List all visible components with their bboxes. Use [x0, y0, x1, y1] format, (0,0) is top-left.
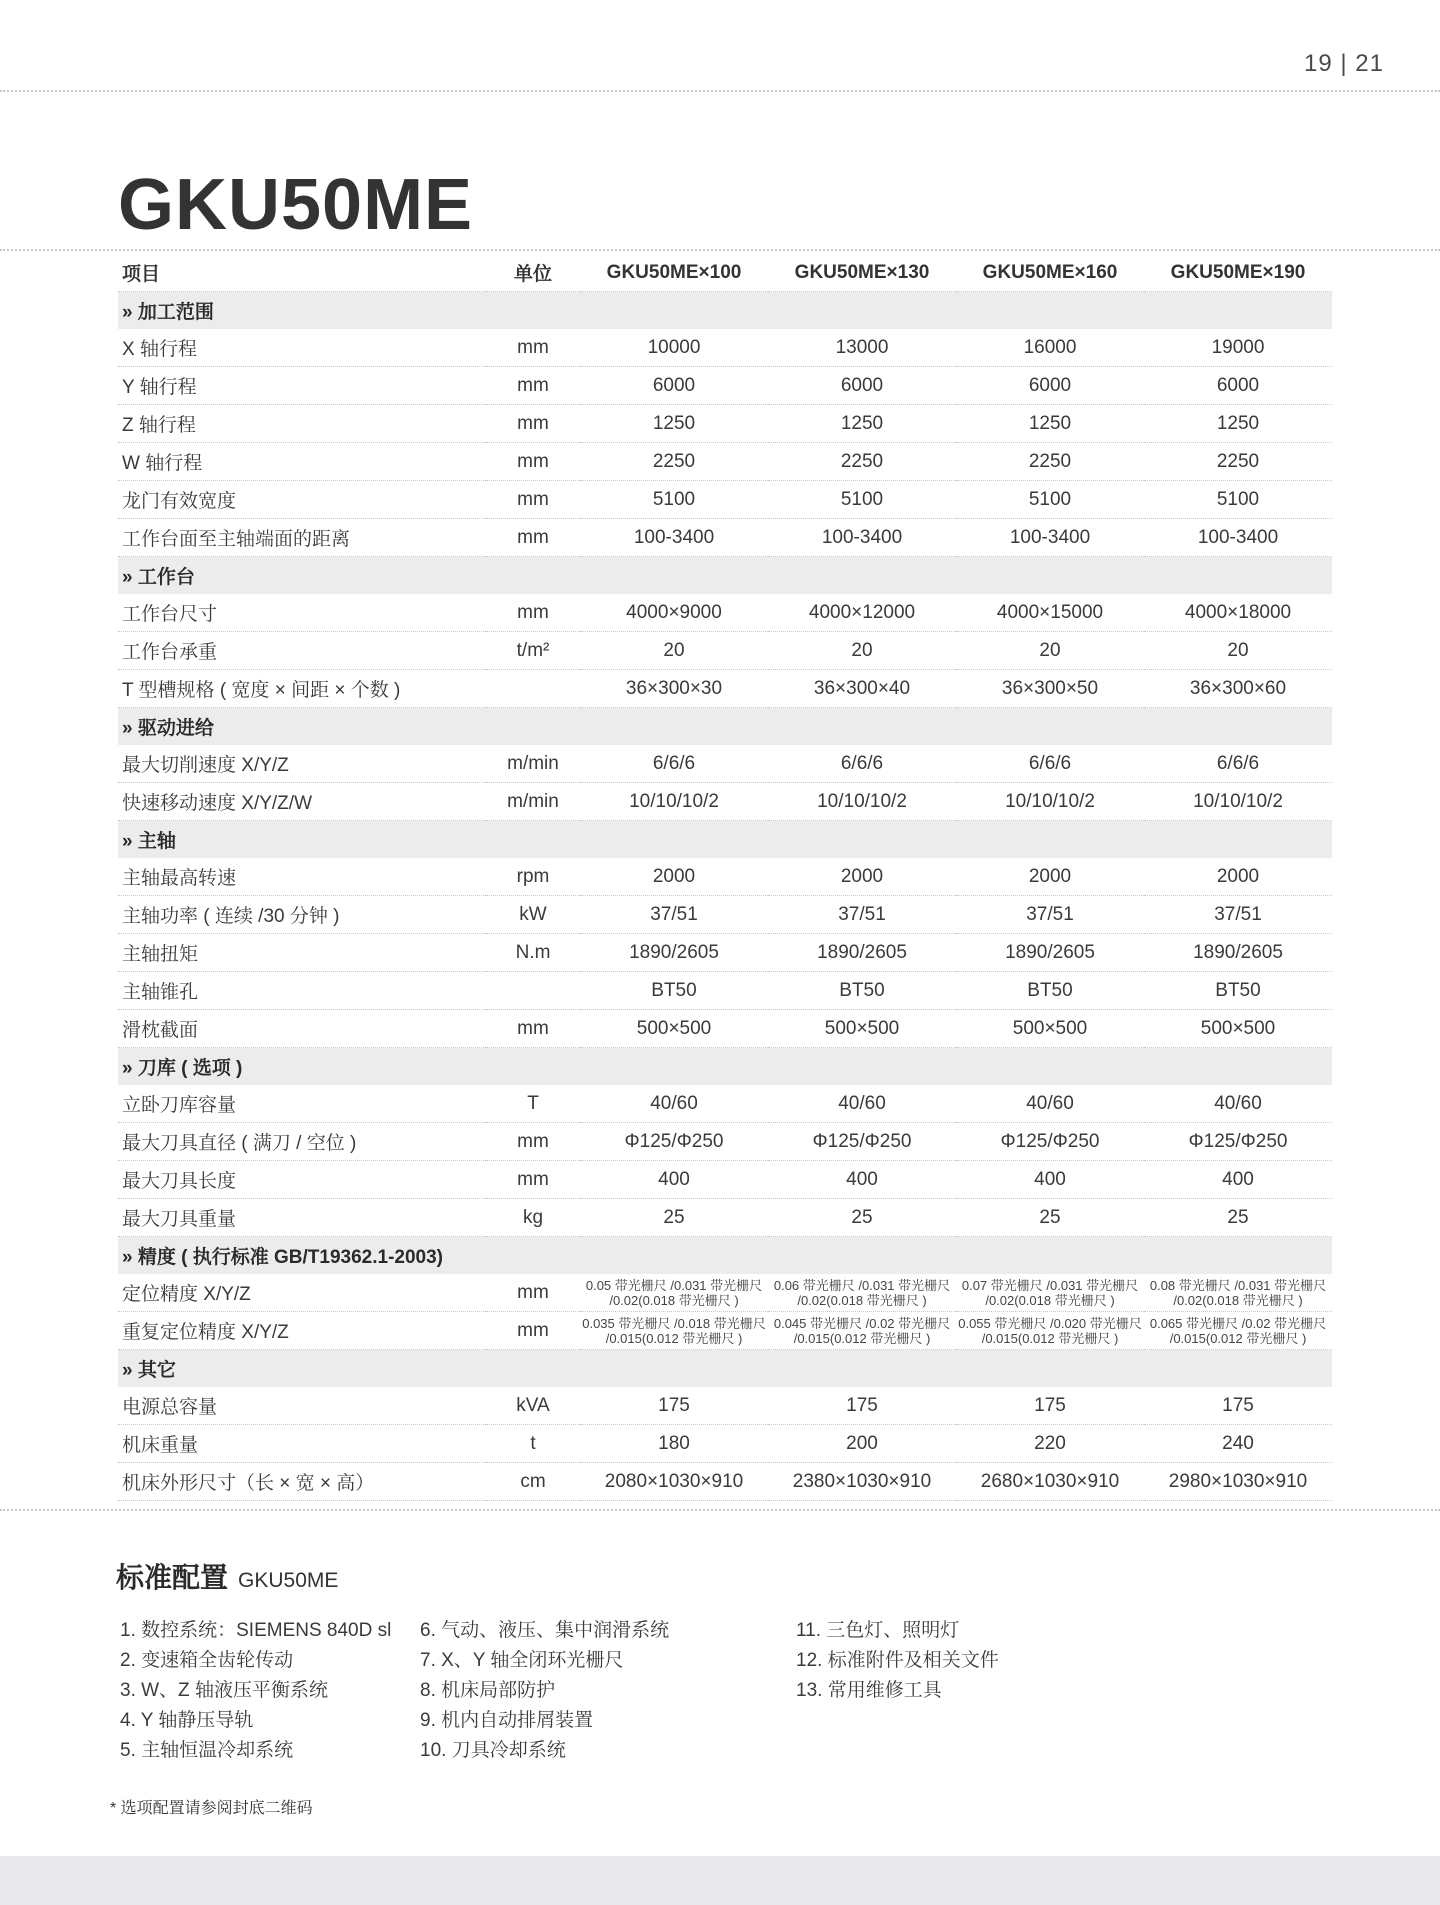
table-row: [118, 783, 1332, 821]
row-value: 6/6/6: [956, 745, 1144, 783]
section-row: [118, 557, 1332, 595]
row-unit: T: [486, 1085, 580, 1123]
row-value: 175: [956, 1387, 1144, 1425]
row-value: 500×500: [956, 1010, 1144, 1048]
row-value: 0.045 带光栅尺 /0.02 带光栅尺 /0.015(0.012 带光栅尺 ): [768, 1312, 956, 1350]
row-value: 36×300×30: [580, 670, 768, 708]
row-value: 6/6/6: [768, 745, 956, 783]
config-list-col-1: [120, 1616, 391, 1766]
row-value: Φ125/Φ250: [1144, 1123, 1332, 1161]
row-value: 100-3400: [1144, 519, 1332, 557]
row-value: 10/10/10/2: [1144, 783, 1332, 821]
table-row: [118, 896, 1332, 934]
row-value: 40/60: [768, 1085, 956, 1123]
row-label: 定位精度 X/Y/Z: [118, 1274, 486, 1312]
row-value: 6000: [1144, 367, 1332, 405]
table-row: [118, 745, 1332, 783]
row-value: 2250: [768, 443, 956, 481]
footnote: * 选项配置请参阅封底二维码: [110, 1800, 313, 1817]
row-unit: mm: [486, 519, 580, 557]
row-label: 最大刀具重量: [118, 1199, 486, 1237]
row-label: 主轴功率 ( 连续 /30 分钟 ): [118, 896, 486, 934]
table-row: [118, 1085, 1332, 1123]
config-list-col-3: [796, 1616, 999, 1706]
table-row: [118, 858, 1332, 896]
section-title: » 刀库 ( 选项 ): [118, 1048, 1332, 1086]
row-value: BT50: [768, 972, 956, 1010]
section-row: [118, 821, 1332, 859]
standard-config-model: GKU50ME: [238, 1569, 339, 1592]
row-label: 工作台面至主轴端面的距离: [118, 519, 486, 557]
row-value: 2250: [1144, 443, 1332, 481]
row-value: 37/51: [1144, 896, 1332, 934]
row-value: 0.07 带光栅尺 /0.031 带光栅尺 /0.02(0.018 带光栅尺 ): [956, 1274, 1144, 1312]
row-value: 20: [768, 632, 956, 670]
config-item: 2. 变速箱全齿轮传动: [120, 1650, 294, 1671]
row-value: 20: [1144, 632, 1332, 670]
row-value: 10/10/10/2: [580, 783, 768, 821]
row-value: 1890/2605: [1144, 934, 1332, 972]
section-title: » 其它: [118, 1350, 1332, 1388]
row-value: 2000: [580, 858, 768, 896]
row-value: 1250: [956, 405, 1144, 443]
row-unit: [486, 972, 580, 1010]
row-value: 36×300×60: [1144, 670, 1332, 708]
table-row: [118, 405, 1332, 443]
row-value: 2380×1030×910: [768, 1463, 956, 1501]
section-row: [118, 708, 1332, 746]
config-item: 13. 常用维修工具: [796, 1680, 942, 1701]
section-title: » 主轴: [118, 821, 1332, 859]
section-title: » 工作台: [118, 557, 1332, 595]
row-value: 0.035 带光栅尺 /0.018 带光栅尺 /0.015(0.012 带光栅尺 ): [580, 1312, 768, 1350]
row-value: 4000×15000: [956, 594, 1144, 632]
header-model: GKU50ME×100: [580, 254, 768, 292]
row-value: 36×300×40: [768, 670, 956, 708]
table-body: [118, 292, 1332, 1501]
config-item: 8. 机床局部防护: [420, 1680, 556, 1701]
row-value: 400: [580, 1161, 768, 1199]
table-row: [118, 329, 1332, 367]
row-label: X 轴行程: [118, 329, 486, 367]
table-row: [118, 1274, 1332, 1312]
row-label: 滑枕截面: [118, 1010, 486, 1048]
row-value: 5100: [1144, 481, 1332, 519]
row-label: W 轴行程: [118, 443, 486, 481]
config-item: 3. W、Z 轴液压平衡系统: [120, 1680, 328, 1701]
table-header-row: [118, 254, 1332, 292]
row-value: 2000: [768, 858, 956, 896]
row-value: 25: [956, 1199, 1144, 1237]
config-item: 4. Y 轴静压导轨: [120, 1710, 254, 1731]
row-value: 2080×1030×910: [580, 1463, 768, 1501]
row-unit: mm: [486, 1312, 580, 1350]
row-value: 5100: [580, 481, 768, 519]
section-title: » 加工范围: [118, 292, 1332, 330]
row-value: 400: [956, 1161, 1144, 1199]
row-value: 40/60: [956, 1085, 1144, 1123]
row-value: 25: [768, 1199, 956, 1237]
row-value: 1250: [768, 405, 956, 443]
config-item: 10. 刀具冷却系统: [420, 1740, 566, 1761]
row-value: 2980×1030×910: [1144, 1463, 1332, 1501]
table-row: [118, 1312, 1332, 1350]
row-value: BT50: [1144, 972, 1332, 1010]
row-value: BT50: [956, 972, 1144, 1010]
config-item: 5. 主轴恒温冷却系统: [120, 1740, 294, 1761]
row-label: 主轴锥孔: [118, 972, 486, 1010]
row-value: 1250: [580, 405, 768, 443]
row-value: 6000: [768, 367, 956, 405]
row-value: 40/60: [1144, 1085, 1332, 1123]
row-unit: mm: [486, 367, 580, 405]
row-value: 1890/2605: [768, 934, 956, 972]
row-label: 立卧刀库容量: [118, 1085, 486, 1123]
row-unit: mm: [486, 1274, 580, 1312]
table-row: [118, 367, 1332, 405]
bottom-band: [0, 1856, 1440, 1905]
row-value: 37/51: [956, 896, 1144, 934]
row-unit: mm: [486, 405, 580, 443]
row-label: 主轴最高转速: [118, 858, 486, 896]
row-value: Φ125/Φ250: [580, 1123, 768, 1161]
row-value: 175: [1144, 1387, 1332, 1425]
header-model: GKU50ME×160: [956, 254, 1144, 292]
top-divider: [0, 90, 1440, 92]
row-value: 4000×12000: [768, 594, 956, 632]
row-value: 37/51: [768, 896, 956, 934]
table-row: [118, 1425, 1332, 1463]
row-value: 10/10/10/2: [956, 783, 1144, 821]
row-unit: mm: [486, 1161, 580, 1199]
table-row: [118, 632, 1332, 670]
row-value: 100-3400: [768, 519, 956, 557]
header-unit: 单位: [486, 254, 580, 292]
row-label: 最大刀具长度: [118, 1161, 486, 1199]
section-row: [118, 1350, 1332, 1388]
config-item: 7. X、Y 轴全闭环光栅尺: [420, 1650, 624, 1671]
row-value: 4000×9000: [580, 594, 768, 632]
row-value: 2000: [956, 858, 1144, 896]
row-value: 20: [580, 632, 768, 670]
config-item: 11. 三色灯、照明灯: [796, 1620, 960, 1641]
row-unit: m/min: [486, 783, 580, 821]
row-value: Φ125/Φ250: [956, 1123, 1144, 1161]
config-item: 9. 机内自动排屑装置: [420, 1710, 594, 1731]
section-row: [118, 1237, 1332, 1275]
row-value: 0.05 带光栅尺 /0.031 带光栅尺 /0.02(0.018 带光栅尺 ): [580, 1274, 768, 1312]
row-value: 6/6/6: [1144, 745, 1332, 783]
table-row: [118, 1463, 1332, 1501]
row-unit: mm: [486, 594, 580, 632]
table-row: [118, 1387, 1332, 1425]
table-row: [118, 670, 1332, 708]
table-row: [118, 481, 1332, 519]
table-row: [118, 1123, 1332, 1161]
row-value: 19000: [1144, 329, 1332, 367]
row-unit: cm: [486, 1463, 580, 1501]
table-row: [118, 519, 1332, 557]
row-value: 0.08 带光栅尺 /0.031 带光栅尺 /0.02(0.018 带光栅尺 ): [1144, 1274, 1332, 1312]
table-row: [118, 594, 1332, 632]
row-value: 200: [768, 1425, 956, 1463]
row-unit: N.m: [486, 934, 580, 972]
row-value: 16000: [956, 329, 1144, 367]
row-unit: kVA: [486, 1387, 580, 1425]
row-value: 0.06 带光栅尺 /0.031 带光栅尺 /0.02(0.018 带光栅尺 ): [768, 1274, 956, 1312]
row-label: 工作台承重: [118, 632, 486, 670]
row-label: 最大切削速度 X/Y/Z: [118, 745, 486, 783]
table-row: [118, 934, 1332, 972]
row-value: 500×500: [1144, 1010, 1332, 1048]
row-value: 40/60: [580, 1085, 768, 1123]
header-item: 项目: [118, 254, 486, 292]
row-value: 2680×1030×910: [956, 1463, 1144, 1501]
row-label: 电源总容量: [118, 1387, 486, 1425]
row-label: Y 轴行程: [118, 367, 486, 405]
row-value: 400: [768, 1161, 956, 1199]
row-value: BT50: [580, 972, 768, 1010]
row-value: 100-3400: [580, 519, 768, 557]
section-row: [118, 1048, 1332, 1086]
row-label: T 型槽规格 ( 宽度 × 间距 × 个数 ): [118, 670, 486, 708]
row-value: 6/6/6: [580, 745, 768, 783]
config-list-col-2: [420, 1616, 669, 1766]
section-title: » 精度 ( 执行标准 GB/T19362.1-2003): [118, 1237, 1332, 1275]
row-label: 工作台尺寸: [118, 594, 486, 632]
row-unit: t: [486, 1425, 580, 1463]
row-value: 25: [1144, 1199, 1332, 1237]
row-value: 1890/2605: [580, 934, 768, 972]
standard-config-title: 标准配置: [116, 1562, 229, 1593]
row-value: 25: [580, 1199, 768, 1237]
row-label: 机床重量: [118, 1425, 486, 1463]
row-value: 5100: [768, 481, 956, 519]
row-label: 主轴扭矩: [118, 934, 486, 972]
row-value: 220: [956, 1425, 1144, 1463]
row-label: Z 轴行程: [118, 405, 486, 443]
header-model: GKU50ME×190: [1144, 254, 1332, 292]
row-unit: mm: [486, 1123, 580, 1161]
row-unit: m/min: [486, 745, 580, 783]
row-unit: t/m²: [486, 632, 580, 670]
row-unit: mm: [486, 329, 580, 367]
row-value: 100-3400: [956, 519, 1144, 557]
row-value: 175: [580, 1387, 768, 1425]
row-value: 1890/2605: [956, 934, 1144, 972]
table-row: [118, 443, 1332, 481]
page-title: GKU50ME: [118, 165, 474, 245]
row-value: 500×500: [580, 1010, 768, 1048]
row-unit: kW: [486, 896, 580, 934]
row-value: 1250: [1144, 405, 1332, 443]
row-label: 快速移动速度 X/Y/Z/W: [118, 783, 486, 821]
row-value: 2250: [580, 443, 768, 481]
row-value: 5100: [956, 481, 1144, 519]
row-value: 2250: [956, 443, 1144, 481]
config-item: 6. 气动、液压、集中润滑系统: [420, 1620, 670, 1641]
table-row: [118, 1199, 1332, 1237]
row-value: 10000: [580, 329, 768, 367]
spec-table: [118, 254, 1332, 1501]
standard-config-heading: [116, 1556, 338, 1596]
row-label: 重复定位精度 X/Y/Z: [118, 1312, 486, 1350]
row-value: 2000: [1144, 858, 1332, 896]
row-value: 0.065 带光栅尺 /0.02 带光栅尺 /0.015(0.012 带光栅尺 ): [1144, 1312, 1332, 1350]
row-value: 10/10/10/2: [768, 783, 956, 821]
row-label: 最大刀具直径 ( 满刀 / 空位 ): [118, 1123, 486, 1161]
table-row: [118, 972, 1332, 1010]
section-row: [118, 292, 1332, 330]
row-value: 13000: [768, 329, 956, 367]
table-row: [118, 1010, 1332, 1048]
table-bottom-divider: [0, 1509, 1440, 1511]
section-title: » 驱动进给: [118, 708, 1332, 746]
row-value: 37/51: [580, 896, 768, 934]
row-unit: [486, 670, 580, 708]
row-unit: kg: [486, 1199, 580, 1237]
row-value: 4000×18000: [1144, 594, 1332, 632]
row-unit: mm: [486, 1010, 580, 1048]
page-number: 19 | 21: [1304, 50, 1384, 77]
row-label: 龙门有效宽度: [118, 481, 486, 519]
row-value: 20: [956, 632, 1144, 670]
row-label: 机床外形尺寸（长 × 宽 × 高）: [118, 1463, 486, 1501]
row-value: Φ125/Φ250: [768, 1123, 956, 1161]
row-value: 6000: [580, 367, 768, 405]
config-item: 12. 标准附件及相关文件: [796, 1650, 999, 1671]
header-model: GKU50ME×130: [768, 254, 956, 292]
config-item: 1. 数控系统：SIEMENS 840D sl: [120, 1620, 392, 1641]
row-value: 175: [768, 1387, 956, 1425]
row-value: 36×300×50: [956, 670, 1144, 708]
row-unit: mm: [486, 443, 580, 481]
row-unit: mm: [486, 481, 580, 519]
row-value: 500×500: [768, 1010, 956, 1048]
table-row: [118, 1161, 1332, 1199]
row-value: 180: [580, 1425, 768, 1463]
row-value: 6000: [956, 367, 1144, 405]
row-value: 400: [1144, 1161, 1332, 1199]
row-unit: rpm: [486, 858, 580, 896]
row-value: 0.055 带光栅尺 /0.020 带光栅尺 /0.015(0.012 带光栅尺 ): [956, 1312, 1144, 1350]
row-value: 240: [1144, 1425, 1332, 1463]
title-divider: [0, 249, 1440, 251]
